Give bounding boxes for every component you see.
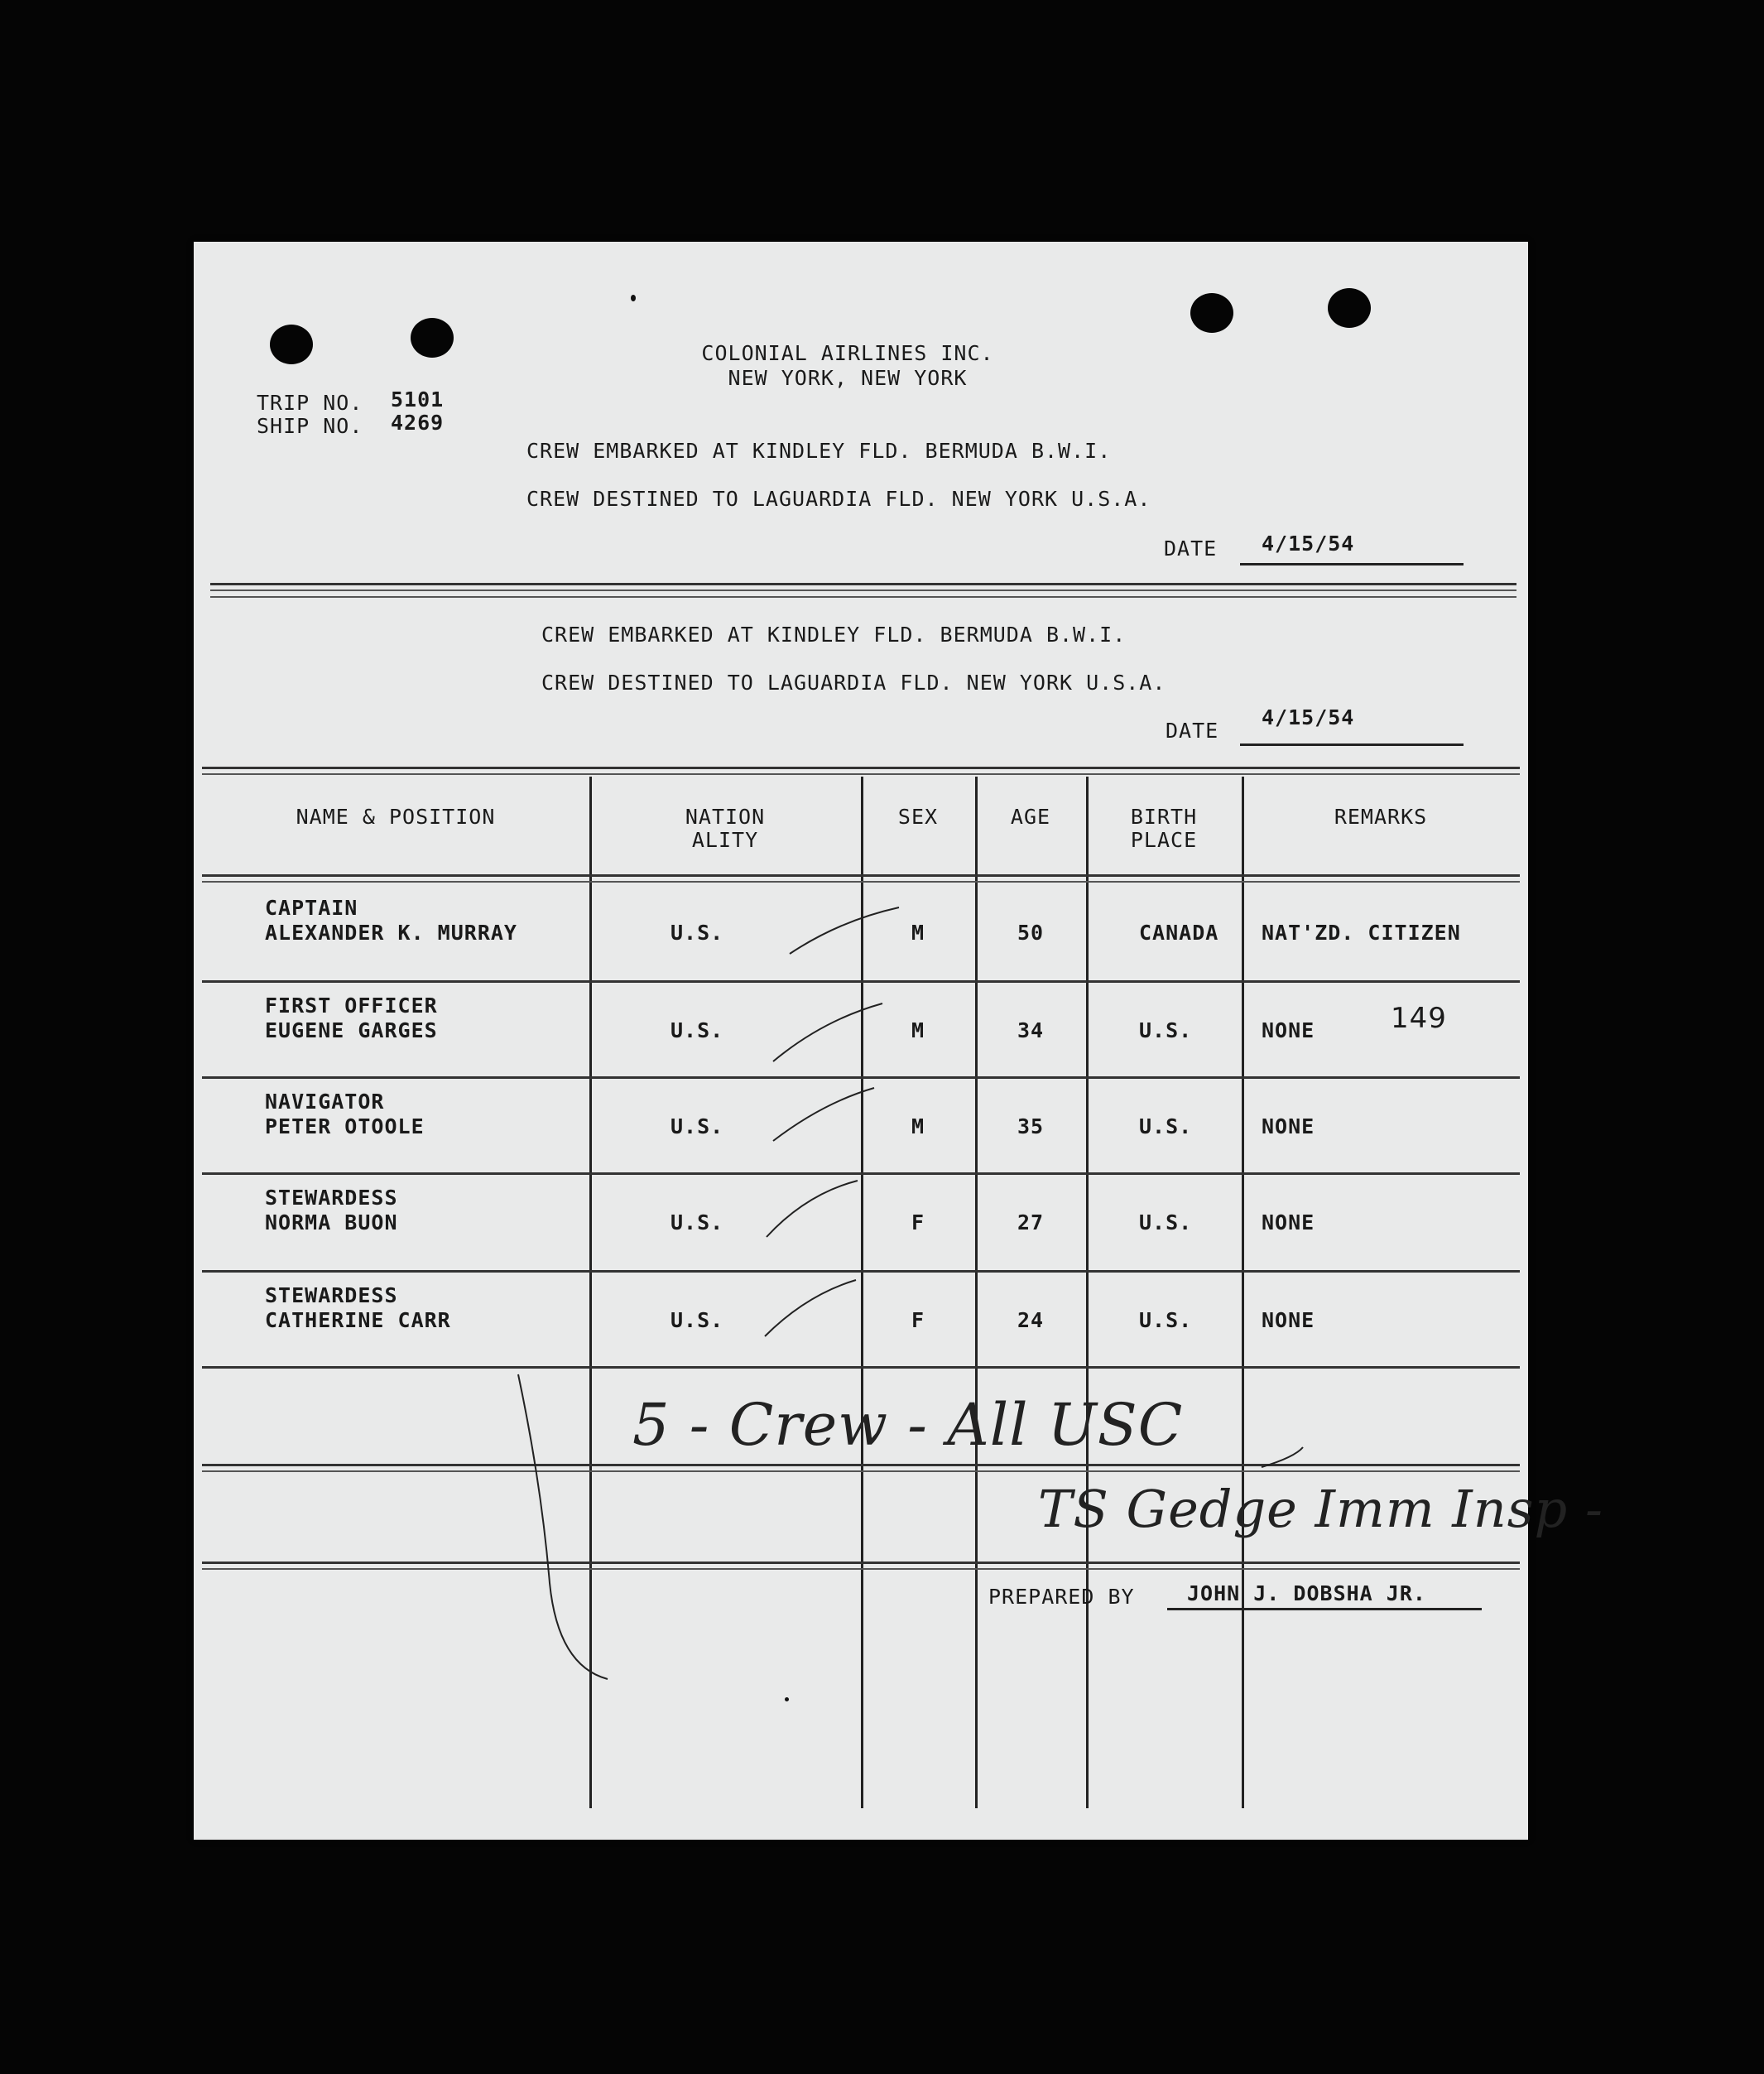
header-sex: SEX — [897, 805, 939, 829]
row-position: FIRST OFFICER — [265, 994, 438, 1018]
date-label-2: DATE — [1166, 719, 1219, 743]
row-birthplace: U.S. — [1139, 1114, 1193, 1138]
inspector-signature: TS Gedge Imm Insp - — [1038, 1479, 1603, 1539]
embarked-line-2: CREW EMBARKED AT KINDLEY FLD. BERMUDA B.W.I. — [541, 623, 1127, 647]
header-remarks: REMARKS — [1334, 805, 1428, 829]
row-nationality: U.S. — [671, 1210, 724, 1234]
trip-label: TRIP NO. — [257, 391, 363, 415]
row-position: CAPTAIN — [265, 896, 358, 920]
row-name: EUGENE GARGES — [265, 1018, 438, 1042]
company-name: COLONIAL AIRLINES INC. — [701, 341, 994, 365]
row-nationality: U.S. — [671, 1018, 724, 1042]
row-age: 34 — [1017, 1018, 1045, 1042]
page-number: 149 — [1391, 1002, 1447, 1035]
ship-label: SHIP NO. — [257, 414, 363, 438]
row-age: 24 — [1017, 1308, 1045, 1332]
company-city: NEW YORK, NEW YORK — [728, 366, 968, 390]
date-value-2: 4/15/54 — [1262, 705, 1355, 729]
trip-number: 5101 — [391, 387, 445, 411]
row-nationality: U.S. — [671, 1114, 724, 1138]
row-remarks: NONE — [1262, 1210, 1315, 1234]
header-birthplace-1: BIRTH — [1130, 805, 1198, 829]
row-position: STEWARDESS — [265, 1283, 398, 1307]
row-remarks: NAT'ZD. CITIZEN — [1262, 921, 1461, 945]
row-remarks: NONE — [1262, 1114, 1315, 1138]
header-nationality-1: NATION — [685, 805, 766, 829]
row-position: NAVIGATOR — [265, 1090, 385, 1114]
header-age: AGE — [1010, 805, 1051, 829]
row-sex: M — [911, 1114, 925, 1138]
crew-note: 5 - Crew - All USC — [632, 1391, 1184, 1459]
row-sex: M — [911, 921, 925, 945]
row-age: 27 — [1017, 1210, 1045, 1234]
ship-number: 4269 — [391, 411, 445, 435]
prepared-name: JOHN J. DOBSHA JR. — [1187, 1581, 1426, 1605]
header-nationality-2: ALITY — [691, 828, 759, 852]
row-nationality: U.S. — [671, 921, 724, 945]
row-age: 50 — [1017, 921, 1045, 945]
manifest-page — [194, 242, 1603, 1840]
destined-line-1: CREW DESTINED TO LAGUARDIA FLD. NEW YORK U.S.A. — [526, 487, 1151, 511]
date-value-1: 4/15/54 — [1262, 532, 1355, 556]
row-name: NORMA BUON — [265, 1210, 398, 1234]
date-label-1: DATE — [1164, 537, 1218, 561]
embarked-line-1: CREW EMBARKED AT KINDLEY FLD. BERMUDA B.W.I. — [526, 439, 1112, 463]
prepared-underline — [1167, 1608, 1482, 1610]
row-nationality: U.S. — [671, 1308, 724, 1332]
row-sex: F — [911, 1210, 925, 1234]
row-name: PETER OTOOLE — [265, 1114, 425, 1138]
row-sex: M — [911, 1018, 925, 1042]
row-name: ALEXANDER K. MURRAY — [265, 921, 517, 945]
prepared-label: PREPARED BY — [988, 1585, 1135, 1609]
header-birthplace-2: PLACE — [1130, 828, 1198, 852]
row-birthplace: U.S. — [1139, 1018, 1193, 1042]
row-birthplace: CANADA — [1139, 921, 1219, 945]
row-name: CATHERINE CARR — [265, 1308, 451, 1332]
row-remarks: NONE — [1262, 1018, 1315, 1042]
header-name: NAME & POSITION — [296, 805, 496, 829]
row-position: STEWARDESS — [265, 1186, 398, 1210]
row-birthplace: U.S. — [1139, 1308, 1193, 1332]
destined-line-2: CREW DESTINED TO LAGUARDIA FLD. NEW YORK U.S.A. — [541, 671, 1166, 695]
row-remarks: NONE — [1262, 1308, 1315, 1332]
row-age: 35 — [1017, 1114, 1045, 1138]
row-birthplace: U.S. — [1139, 1210, 1193, 1234]
row-sex: F — [911, 1308, 925, 1332]
